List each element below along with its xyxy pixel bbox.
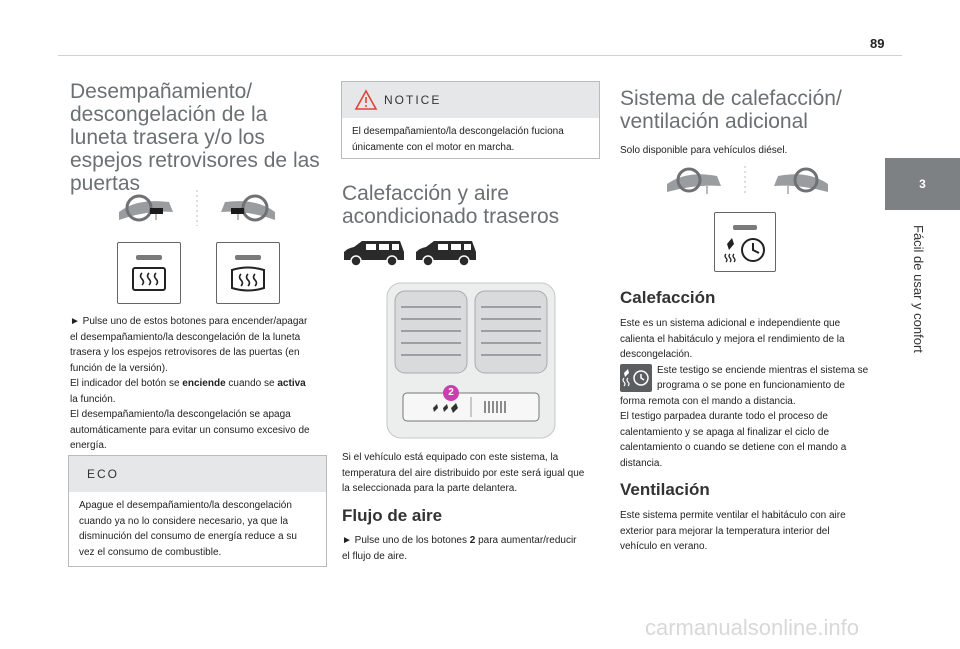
mirror-defrost-button[interactable] bbox=[216, 242, 280, 304]
text-line: energía. bbox=[70, 440, 107, 451]
button-indicator bbox=[235, 255, 261, 260]
rear-defrost-button[interactable] bbox=[117, 242, 181, 304]
text-line: el flujo de aire. bbox=[342, 550, 408, 562]
text-line: distancia. bbox=[620, 457, 663, 469]
text-line: la seleccionada para la parte delantera. bbox=[342, 483, 518, 494]
button-indicator bbox=[136, 255, 162, 260]
rear-ac-title-wrap bbox=[342, 182, 600, 228]
text-line: función de la versión). bbox=[70, 362, 168, 374]
notice-box bbox=[341, 81, 600, 159]
text-line: la función. bbox=[70, 393, 116, 405]
warning-triangle-icon bbox=[354, 89, 378, 111]
header-rule bbox=[58, 55, 902, 56]
aux-heating-title-wrap bbox=[620, 87, 875, 159]
text-line: únicamente con el motor en marcha. bbox=[352, 141, 515, 153]
indicator-note: El indicador del botón se enciende cuando se activa bbox=[70, 378, 306, 389]
text-line: Apague el desempañamiento/la descongelación bbox=[79, 500, 292, 511]
eco-label: ECO bbox=[87, 467, 120, 481]
text-line: trasera y los espejos retrovisores de las puertas (en bbox=[70, 347, 300, 358]
text-line: Este testigo se enciende mientras el sistema se bbox=[657, 364, 869, 376]
mirror-defrost-icon bbox=[229, 266, 267, 294]
airflow-section bbox=[342, 506, 602, 564]
text-line: ► Pulse uno de estos botones para encender/apagar bbox=[70, 316, 308, 327]
text-line: calienta el habitáculo y mejora el rendimiento de la bbox=[620, 333, 845, 345]
text-line: disminución del consumo de energía reduce a su bbox=[79, 531, 297, 542]
section-title-rear-ac: Calefacción y aire acondicionado traseros bbox=[342, 182, 560, 228]
text-line: cuando ya no lo considere necesario, ya que la bbox=[79, 515, 289, 527]
eco-box bbox=[68, 455, 327, 567]
ventilation-section bbox=[620, 480, 880, 555]
section-title-aux-heating: Sistema de calefacción/ ventilación adicional bbox=[620, 87, 842, 133]
defrost-instructions bbox=[70, 314, 328, 454]
steering-wheels-illustration bbox=[117, 190, 277, 230]
vehicle-silhouettes bbox=[342, 238, 478, 268]
text-line: El desempañamiento/la descongelación se apaga bbox=[70, 409, 291, 420]
heating-section bbox=[620, 288, 880, 471]
subtitle-airflow: Flujo de aire bbox=[342, 506, 443, 525]
subtitle-ventilation: Ventilación bbox=[620, 480, 710, 499]
text-line: Este sistema permite ventilar el habitáculo con aire bbox=[620, 510, 846, 521]
text-line: descongelación. bbox=[620, 349, 693, 360]
eco-box-header bbox=[69, 456, 326, 492]
watermark: carmanualsonline.info bbox=[645, 615, 860, 640]
text-line: Si el vehículo está equipado con este sistema, la bbox=[342, 452, 559, 463]
text-line: temperatura del aire distribuido por este será igual que bbox=[342, 467, 585, 479]
aux-heating-button[interactable] bbox=[714, 212, 776, 272]
section-title-defrost: Desempañamiento/ descongelación de la luneta trasera y/o los espejos retrovisores de las puertas bbox=[70, 80, 320, 195]
steering-wheels-illustration-2 bbox=[665, 166, 830, 198]
column-defrost bbox=[70, 80, 325, 195]
button-indicator bbox=[733, 225, 757, 230]
diesel-note: Solo disponible para vehículos diésel. bbox=[620, 145, 788, 156]
callout-2: 2 bbox=[443, 385, 459, 401]
airflow-instruction: ► Pulse uno de los botones 2 para aumentar/reducir bbox=[342, 535, 577, 546]
rear-window-defrost-icon bbox=[132, 267, 166, 293]
text-line: automáticamente para evitar un consumo excesivo de bbox=[70, 424, 310, 436]
notice-box-header bbox=[342, 82, 599, 118]
page-number: 89 bbox=[870, 36, 885, 51]
fan-icon bbox=[429, 400, 463, 416]
chapter-title: Fácil de usar y confort bbox=[911, 225, 926, 353]
heater-timer-icon bbox=[723, 234, 767, 266]
indicator-description bbox=[620, 363, 880, 394]
text-line: Este es un sistema adicional e independiente que bbox=[620, 318, 841, 329]
text-line: programa o se pone en funcionamiento de bbox=[657, 380, 845, 391]
text-line: calentamiento o cuando se detiene con el mando a bbox=[620, 442, 847, 453]
warning-lamp-icon bbox=[620, 364, 652, 392]
rear-console-illustration bbox=[385, 281, 557, 441]
text-line: El testigo parpadea durante todo el proceso de bbox=[620, 411, 828, 422]
text-line: el desempañamiento/la descongelación de la luneta bbox=[70, 331, 301, 343]
text-line: forma remota con el mando a distancia. bbox=[620, 395, 796, 407]
rear-ac-text bbox=[342, 450, 602, 497]
text-line: calentamiento y se apaga al finalizar el ciclo de bbox=[620, 426, 830, 438]
subtitle-heating: Calefacción bbox=[620, 288, 716, 307]
text-line: El desempañamiento/la descongelación fuciona bbox=[352, 126, 564, 137]
text-line: exterior para mejorar la temperatura interior del bbox=[620, 525, 830, 537]
text-line: vez el consumo de combustible. bbox=[79, 546, 222, 558]
notice-label: NOTICE bbox=[384, 93, 442, 107]
chapter-tab[interactable]: 3 bbox=[885, 158, 960, 210]
text-line: vehículo en verano. bbox=[620, 541, 708, 552]
